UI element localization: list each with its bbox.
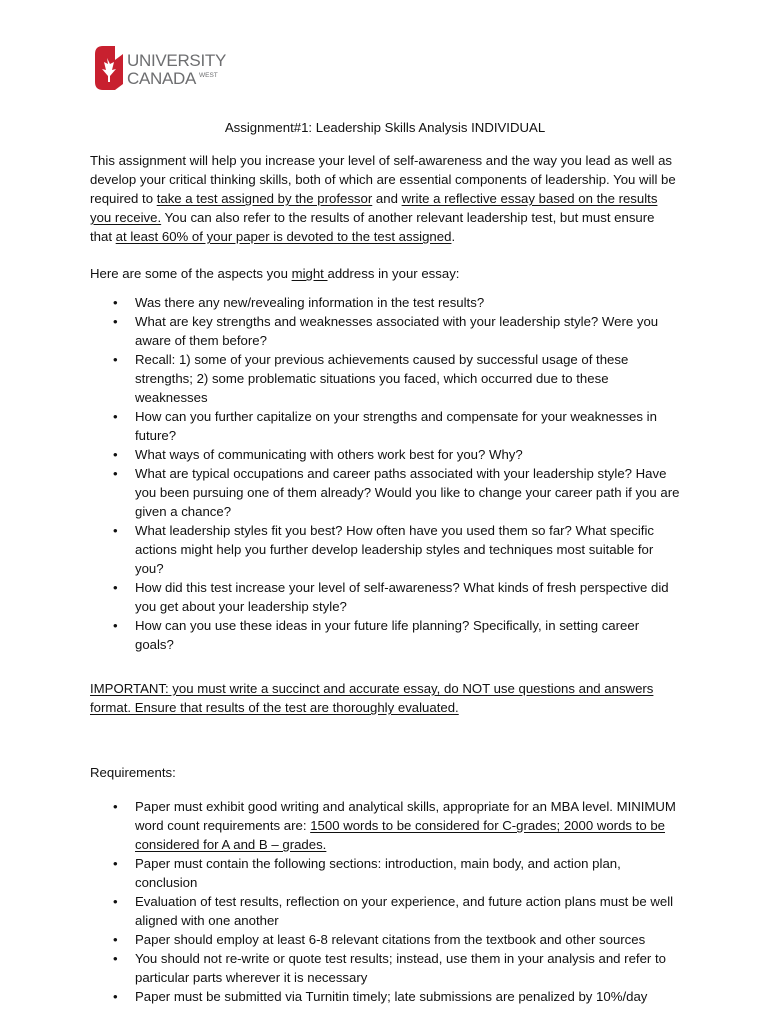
- intro-paragraph: [90, 151, 680, 246]
- requirement-item: • Evaluation of test results, reflection on your experience, and future action plans must be well aligned with one another: [90, 892, 680, 930]
- intro-text-3: You can also refer to the results of another relevant leadership test, but must ensure that: [90, 210, 655, 244]
- aspect-item: • How can you use these ideas in your future life planning? Specifically, in setting career goals?: [90, 616, 680, 654]
- aspects-lead-text-2: address in your essay:: [327, 266, 460, 281]
- intro-text-1: This assignment will help you increase your level of self-awareness and the way you lead as well as develop your critical thinking skills, both of which are essential components of leadership. You will be required to: [90, 153, 676, 206]
- intro-underline-percent: at least 60% of your paper is devoted to the test assigned: [115, 229, 452, 244]
- aspect-item: • What ways of communicating with others work best for you? Why?: [90, 445, 680, 464]
- requirement-item: • Paper must contain the following sections: introduction, main body, and action plan, conclusion: [90, 854, 680, 892]
- university-canada-west-logo: [93, 44, 233, 90]
- important-note: [90, 679, 680, 717]
- intro-text-2: and: [372, 191, 402, 206]
- requirement-item: • Paper must be submitted via Turnitin timely; late submissions are penalized by 10%/day: [90, 987, 680, 1006]
- logo-line-canada: CANADA: [127, 69, 197, 88]
- aspect-item: • What are typical occupations and career paths associated with your leadership style? Have you been pursuing one of them already? Would you like to change your career path if you are given a chance?: [90, 464, 680, 521]
- aspect-item: • What are key strengths and weaknesses associated with your leadership style? Were you aware of them before?: [90, 312, 680, 350]
- intro-underline-essay: write a reflective essay based on the results you receive.: [90, 191, 658, 225]
- aspect-item: • Recall: 1) some of your previous achievements caused by successful usage of these strengths; 2) some problematic situations you faced, which occurred due to these weaknesses: [90, 350, 680, 407]
- aspects-lead: [90, 264, 680, 283]
- aspect-item: • How can you further capitalize on your strengths and compensate for your weaknesses in future?: [90, 407, 680, 445]
- aspect-item: • How did this test increase your level of self-awareness? What kinds of fresh perspective did you get about your leadership style?: [90, 578, 680, 616]
- logo-west: WEST: [199, 72, 218, 79]
- assignment-document: [90, 118, 680, 1006]
- document-title: Assignment#1: Leadership Skills Analysis INDIVIDUAL: [224, 120, 546, 135]
- requirement-1-text: Paper must exhibit good writing and analytical skills, appropriate for an MBA level. MINIMUM word count requirements are:: [135, 799, 676, 833]
- requirements-list: [90, 797, 680, 1006]
- aspects-list: [90, 293, 680, 654]
- requirements-heading: Requirements:: [90, 765, 176, 780]
- intro-underline-test: take a test assigned by the professor: [156, 191, 373, 206]
- logo-line-university: UNIVERSITY: [127, 51, 227, 70]
- maple-leaf-logo-mark: [93, 44, 233, 90]
- aspect-item: • Was there any new/revealing information in the test results?: [90, 293, 680, 312]
- requirement-item: • You should not re-write or quote test results; instead, use them in your analysis and refer to particular parts wherever it is necessary: [90, 949, 680, 987]
- aspects-lead-might: might: [291, 266, 328, 281]
- aspects-lead-text-1: Here are some of the aspects you: [90, 266, 292, 281]
- requirement-item: • Paper should employ at least 6-8 relevant citations from the textbook and other sources: [90, 930, 680, 949]
- aspect-item: • What leadership styles fit you best? How often have you used them so far? What specific actions might help you further develop leadership styles and techniques most suitable for you?: [90, 521, 680, 578]
- intro-text-4: .: [451, 229, 456, 244]
- requirement-1-word-count: 1500 words to be considered for C-grades; 2000 words to be considered for A and B – grades.: [135, 818, 665, 852]
- important-text: IMPORTANT: you must write a succinct and accurate essay, do NOT use questions and answers format. Ensure that results of the test are thoroughly evaluated.: [90, 681, 654, 715]
- requirement-item: [90, 797, 680, 854]
